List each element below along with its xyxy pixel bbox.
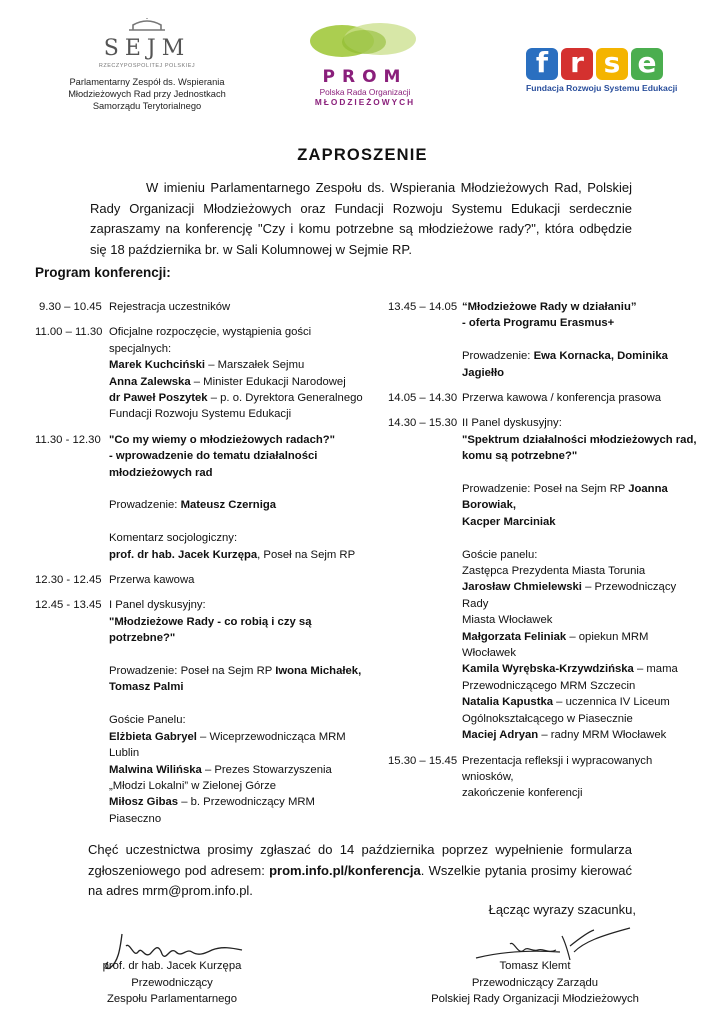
closing-text-before: Chęć uczestnictwa prosimy zgłaszać do 14 października poprzez wypełnienie formularza zgłoszeniowego pod adresem:: [88, 842, 632, 878]
program-line: [109, 614, 370, 630]
program-line: [109, 712, 370, 728]
program-text: Marek Kuchciński: [109, 359, 206, 372]
program-item: [35, 597, 370, 827]
program-item: [388, 753, 700, 802]
program-text: Joanna Borowiak,: [462, 483, 668, 512]
frse-letter-f: f: [526, 48, 558, 80]
program-line: [462, 563, 700, 579]
program-line: [462, 299, 700, 315]
program-line: [109, 547, 370, 563]
program-text: Anna Zalewska: [109, 375, 191, 388]
program-description: [462, 299, 700, 381]
program-text: Ogólnokształcącego w Piasecznie: [462, 712, 633, 725]
sejm-logo: [62, 18, 232, 112]
program-text: Prowadzenie: Poseł na Sejm RP: [462, 483, 629, 496]
program-text: Komentarz socjologiczny:: [109, 532, 238, 545]
program-line: [109, 432, 370, 448]
program-line: [109, 406, 370, 422]
program-line: [109, 679, 370, 695]
program-text: Miłosz Gibas: [109, 796, 179, 809]
program-text: , Poseł na Sejm RP: [257, 548, 356, 561]
frse-logo: [526, 48, 676, 93]
program-time: 15.30 – 15.45: [388, 754, 458, 767]
program-text: Lublin: [109, 747, 140, 760]
program-line: [109, 357, 370, 373]
program-text: Rejestracja uczestników: [109, 301, 231, 313]
signature-left: [72, 958, 272, 1008]
program-line: [109, 465, 370, 481]
signature-left-role1: Przewodniczący: [131, 976, 213, 989]
program-text: II Panel dyskusyjny:: [462, 417, 562, 430]
program-text: Tomasz Palmi: [109, 681, 184, 694]
program-line: [462, 661, 700, 677]
program-item: [388, 390, 700, 406]
program-line: [109, 794, 370, 827]
program-text: Miasta Włocławek: [462, 614, 553, 627]
prom-logo: [302, 22, 428, 107]
program-line: [109, 647, 370, 663]
program-text: – Marszałek Sejmu: [205, 359, 305, 372]
intro-paragraph: [90, 178, 632, 260]
program-time: 12.45 - 13.45: [35, 599, 102, 612]
signature-left-role2: Zespołu Parlamentarnego: [107, 993, 237, 1005]
program-line: [462, 612, 700, 628]
program-text: komu są potrzebne?": [462, 450, 578, 463]
program-text: Natalia Kapustka: [462, 696, 554, 709]
program-time: 13.45 – 14.05: [388, 301, 458, 313]
program-left-column: [35, 299, 370, 836]
program-text: Mateusz Czerniga: [180, 499, 277, 512]
program-text: prof. dr hab. Jacek Kurzępa: [109, 548, 258, 561]
program-text: Goście panelu:: [462, 548, 538, 561]
sejm-caption: Parlamentarny Zespół ds. Wspierania Młodzieżowych Rad przy Jednostkach Samorządu Terytorialnego: [68, 77, 226, 111]
program-text: młodzieżowych rad: [109, 466, 213, 479]
program-line: [462, 465, 700, 481]
program-description: [109, 597, 370, 827]
program-text: zakończenie konferencji: [462, 787, 583, 800]
program-line: [462, 785, 700, 801]
program-text: Iwona Michałek,: [275, 665, 362, 678]
program-text: "Młodzieżowe Rady - co robią i czy są: [109, 615, 312, 628]
program-text: – b. Przewodniczący MRM Piaseczno: [109, 796, 315, 825]
program-line: [462, 579, 700, 612]
program-text: – opiekun MRM Włocławek: [462, 630, 649, 660]
program-text: - wprowadzenie do tematu działalności: [109, 450, 318, 463]
program-line: [462, 390, 700, 406]
program-line: [109, 299, 370, 315]
program-line: [109, 762, 370, 778]
program-line: [462, 514, 700, 530]
registration-link[interactable]: prom.info.pl/konferencja: [269, 862, 421, 878]
program-text: Kamila Wyrębska-Krzywdzińska: [462, 663, 634, 676]
program-line: [462, 432, 700, 448]
program-time: 14.30 – 15.30: [388, 417, 458, 430]
program-time: 14.05 – 14.30: [388, 392, 458, 405]
program-text: Małgorzata Feliniak: [462, 630, 567, 643]
signature-right: [410, 958, 660, 1008]
program-line: [109, 514, 370, 530]
program-line: [462, 348, 700, 381]
program-text: potrzebne?": [109, 632, 176, 645]
prom-speech-bubbles-icon: [302, 22, 428, 60]
closing-paragraph: [88, 840, 632, 902]
program-line: [462, 727, 700, 743]
program-line: [109, 481, 370, 497]
program-description: [462, 753, 700, 802]
program-line: [109, 324, 370, 340]
program-line: [462, 530, 700, 546]
program-text: – Minister Edukacji Narodowej: [190, 375, 346, 388]
frse-letter-s: s: [596, 48, 628, 80]
program-item: [35, 432, 370, 563]
program-line: [109, 572, 370, 588]
program-description: [109, 324, 370, 422]
program-text: – uczennica IV Liceum: [553, 696, 670, 709]
prom-line1: Polska Rada Organizacji: [319, 87, 411, 97]
program-text: – radny MRM Włocławek: [538, 729, 667, 742]
signature-right-role2: Polskiej Rady Organizacji Młodzieżowych: [431, 993, 639, 1005]
sejm-subtitle: RZECZYPOSPOLITEJ POLSKIEJ: [98, 63, 196, 69]
program-text: - oferta Programu Erasmus+: [462, 317, 615, 330]
program-line: [462, 753, 700, 786]
program-line: [109, 597, 370, 613]
program-description: [109, 299, 370, 315]
program-line: [109, 448, 370, 464]
regards: Łącząc wyrazy szacunku,: [488, 902, 636, 917]
program-line: [109, 341, 370, 357]
document-title: ZAPROSZENIE: [297, 146, 428, 164]
frse-letter-r: r: [561, 48, 593, 80]
program-text: Ewa Kornacka, Dominika Jagiełło: [462, 350, 668, 379]
program-line: [109, 497, 370, 513]
program-item: [388, 415, 700, 743]
program-time: 11.00 – 11.30: [35, 326, 103, 339]
program-right-column: [388, 299, 700, 811]
program-line: [109, 745, 370, 761]
program-text: “Młodzieżowe Rady w działaniu”: [462, 301, 637, 313]
program-text: dr Paweł Poszytek: [109, 392, 208, 405]
program-line: [109, 390, 370, 406]
program-line: [109, 663, 370, 679]
program-time: 9.30 – 10.45: [39, 301, 102, 313]
program-text: Maciej Adryan: [462, 729, 539, 742]
program-text: „Młodzi Lokalni” w Zielonej Górze: [109, 779, 277, 792]
program-text: Oficjalne rozpoczęcie, wystąpienia gości: [109, 326, 312, 339]
program-line: [109, 729, 370, 745]
program-line: [462, 678, 700, 694]
program-time: 12.30 - 12.45: [35, 574, 102, 587]
program-description: [462, 415, 700, 743]
program-text: – p. o. Dyrektora Generalnego: [207, 392, 363, 405]
program-line: [462, 547, 700, 563]
intro-text: W imieniu Parlamentarnego Zespołu ds. Wspierania Młodzieżowych Rad, Polskiej Rady Organizacji Młodzieżowych oraz Fundacji Rozwoju Systemu Edukacji serdecznie zapraszamy na konferencję "Czy i komu potrzebne są młodzieżowe rady?", która odbędzie się 18 października br. w Sali Kolumnowej w Sejmie RP.: [90, 180, 632, 257]
program-line: [462, 629, 700, 662]
program-line: [462, 415, 700, 431]
frse-letters: [526, 48, 676, 80]
program-text: – mama: [633, 663, 678, 676]
program-line: [462, 332, 700, 348]
program-description: [109, 572, 370, 588]
program-item: [35, 572, 370, 588]
program-text: Prezentacja refleksji i wypracowanych wniosków,: [462, 754, 653, 783]
program-text: Goście Panelu:: [109, 714, 186, 727]
program-text: – Wiceprzewodnicząca MRM: [196, 730, 346, 743]
program-line: [462, 694, 700, 710]
program-text: Przerwa kawowa / konferencja prasowa: [462, 392, 662, 405]
program-time: 11.30 - 12.30: [35, 433, 101, 446]
program-text: Prowadzenie:: [462, 350, 534, 363]
program-line: [109, 778, 370, 794]
program-text: Prowadzenie:: [109, 499, 181, 512]
program-text: "Spektrum działalności młodzieżowych rad,: [462, 433, 697, 446]
program-text: Jarosław Chmielewski: [462, 581, 582, 594]
program-description: [109, 432, 370, 563]
program-text: Zastępca Prezydenta Miasta Torunia: [462, 565, 646, 578]
program-line: [462, 315, 700, 331]
prom-word: PROM: [322, 67, 408, 87]
program-text: Fundacji Rozwoju Systemu Edukacji: [109, 408, 292, 421]
program-text: Prowadzenie: Poseł na Sejm RP: [109, 665, 276, 678]
program-item: [388, 299, 700, 381]
program-text: Elżbieta Gabryel: [109, 730, 197, 743]
program-text: I Panel dyskusyjny:: [109, 599, 206, 612]
program-line: [462, 711, 700, 727]
program-text: Przerwa kawowa: [109, 574, 195, 587]
program-item: [35, 324, 370, 422]
program-text: specjalnych:: [109, 342, 172, 355]
signature-right-role1: Przewodniczący Zarządu: [471, 976, 599, 989]
signature-left-name: prof. dr hab. Jacek Kurzępa: [102, 960, 242, 972]
program-heading: Program konferencji:: [35, 265, 171, 280]
program-text: Przewodniczącego MRM Szczecin: [462, 679, 636, 692]
program-text: – Przewodniczący Rady: [462, 581, 677, 610]
program-text: – Prezes Stowarzyszenia: [201, 763, 332, 776]
program-description: [462, 390, 700, 406]
program-item: [35, 299, 370, 315]
program-line: [109, 374, 370, 390]
frse-caption: Fundacja Rozwoju Systemu Edukacji: [526, 83, 678, 93]
program-line: [462, 481, 700, 514]
frse-letter-e: e: [631, 48, 663, 80]
program-text: "Co my wiemy o młodzieżowych radach?": [109, 433, 336, 446]
program-line: [109, 696, 370, 712]
closing-text-after: . Wszelkie pytania prosimy kierować na adres mrm@prom.info.pl.: [88, 862, 632, 898]
prom-line2: MŁODZIEŻOWYCH: [314, 97, 416, 107]
signature-right-name: Tomasz Klemt: [499, 960, 571, 972]
program-line: [462, 448, 700, 464]
program-line: [109, 630, 370, 646]
program-text: Kacper Marciniak: [462, 515, 556, 528]
sejm-mark: SEJM: [103, 36, 191, 61]
sejm-building-icon: [125, 18, 169, 32]
program-text: Malwina Wilińska: [109, 763, 202, 776]
program-line: [109, 530, 370, 546]
